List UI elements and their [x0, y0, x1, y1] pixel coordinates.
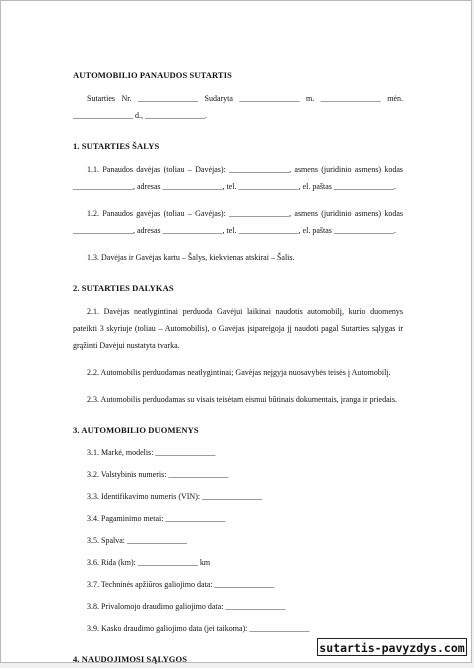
clause-2-3: 2.3. Automobilis perduodamas su visais teisėtam eismui būtinais dokumentais, įranga ir priedais. [87, 395, 397, 404]
clause-1-3: 1.3. Davėjas ir Gavėjas kartu – Šalys, kiekvienas atskirai – Šalis. [87, 253, 295, 262]
site-watermark: sutartis-pavyzdys.com [317, 638, 467, 656]
vehicle-field-insurance: 3.8. Privalomojo draudimo galiojimo data: _______________ [87, 602, 286, 611]
clause-2-1: 2.1. Davėjas neatlygintinai perduoda Gavėjui laikinai naudotis automobilį, kurio duomenys pateikti 3 skyriuje (toliau – Automobilis), o Gavėjas įsipareigoja jį naudoti pagal Sutarties sąlygas ir grąžinti Davėjui nustatyta tvarka. [73, 307, 403, 350]
section-2-heading: 2. SUTARTIES DALYKAS [73, 283, 174, 293]
section-1-heading: 1. SUTARTIES ŠALYS [73, 141, 160, 151]
contract-intro: Sutarties Nr. _______________ Sudaryta _______________ m. _______________ mėn. _______________ d., _______________. [73, 94, 403, 120]
vehicle-field-inspection: 3.7. Techninės apžiūros galiojimo data: _______________ [87, 580, 275, 589]
vehicle-field-plate: 3.2. Valstybinis numeris: _______________ [87, 470, 229, 479]
vehicle-field-make: 3.1. Markė, modelis: _______________ [87, 448, 216, 457]
clause-1-1: 1.1. Panaudos davėjas (toliau – Davėjas): _______________, asmens (juridinio asmens) kodas _______________, adresas _______________, tel. _______________, el. paštas _______________. [73, 165, 403, 191]
document-title: AUTOMOBILIO PANAUDOS SUTARTIS [73, 70, 232, 80]
vehicle-field-year: 3.4. Pagaminimo metai: _______________ [87, 514, 226, 523]
vehicle-field-kasko: 3.9. Kasko draudimo galiojimo data (jei taikoma): _______________ [87, 624, 310, 633]
vehicle-field-mileage: 3.6. Rida (km): _______________ km [87, 558, 211, 567]
clause-2-2: 2.2. Automobilis perduodamas neatlygintinai; Gavėjas neįgyja nuosavybės teisės į Automobilį. [87, 368, 391, 377]
vehicle-field-color: 3.5. Spalva: _______________ [87, 536, 187, 545]
document-body [73, 67, 403, 668]
section-3-heading: 3. AUTOMOBILIO DUOMENYS [73, 425, 199, 435]
vehicle-field-vin: 3.3. Identifikavimo numeris (VIN): _______________ [87, 492, 263, 501]
section-4-heading: 4. NAUDOJIMOSI SĄLYGOS [73, 654, 188, 664]
clause-1-2: 1.2. Panaudos gavėjas (toliau – Gavėjas): _______________, asmens (juridinio asmens) kodas _______________, adresas _______________, tel. _______________, el. paštas _______________. [73, 209, 403, 235]
